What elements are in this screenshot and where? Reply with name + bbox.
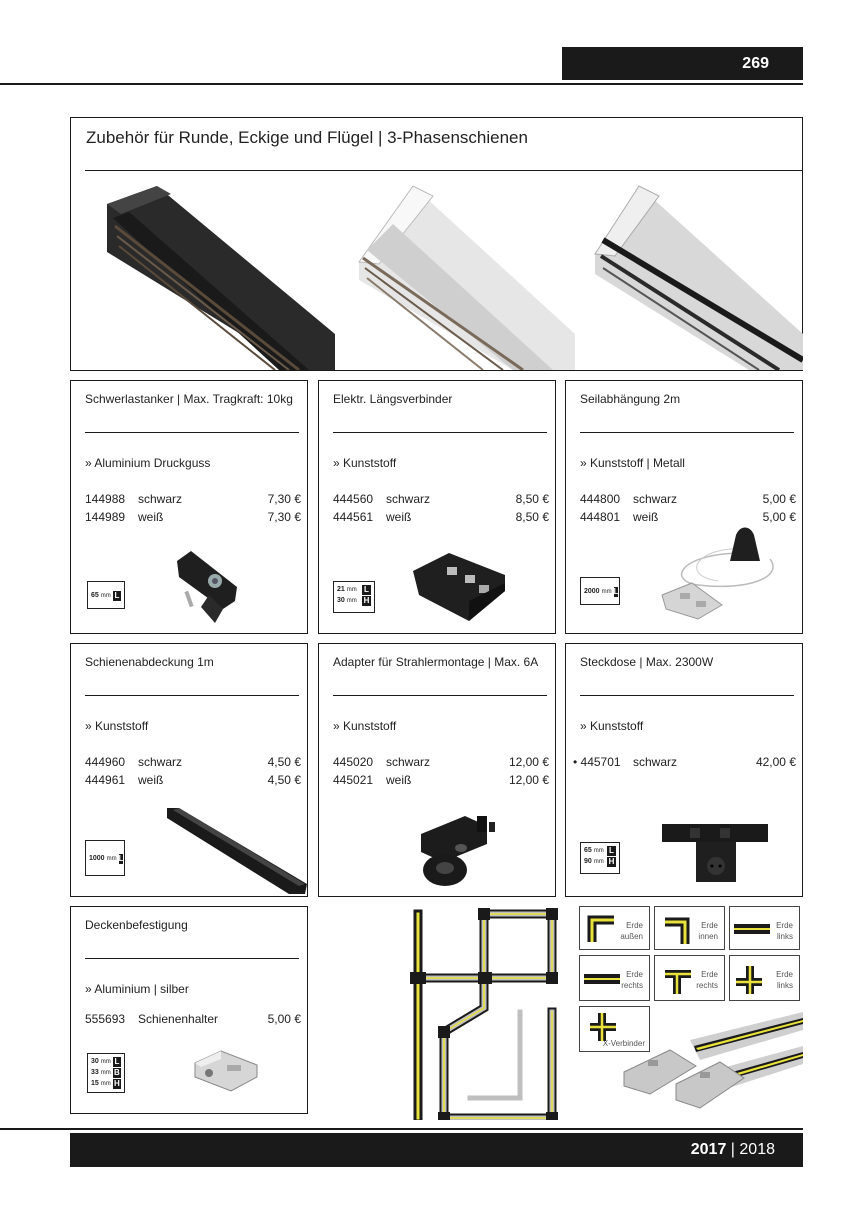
article-price: 4,50 € bbox=[267, 755, 301, 769]
product-material: » Kunststoff bbox=[85, 719, 149, 733]
dim-key: L bbox=[362, 585, 371, 595]
product-title: Adapter für Strahlermontage | Max. 6A bbox=[333, 655, 539, 669]
article-color: Schienenhalter bbox=[138, 1012, 219, 1026]
dim-value: 90 bbox=[584, 858, 592, 865]
connector-label-2: außen bbox=[620, 932, 643, 941]
article-price: 12,00 € bbox=[508, 755, 549, 769]
dim-value: 30 bbox=[91, 1058, 99, 1065]
article-color: weiß bbox=[386, 773, 412, 787]
page-title: Zubehör für Runde, Eckige und Flügel | 3-Phasenschienen bbox=[86, 128, 528, 147]
dim-unit: mm bbox=[593, 858, 604, 865]
article-code: 444800 bbox=[580, 492, 621, 506]
dim-value: 65 bbox=[584, 847, 592, 854]
product-title: Seilabhängung 2m bbox=[580, 392, 681, 406]
dimension-box bbox=[333, 581, 375, 613]
dim-value: 30 bbox=[337, 597, 345, 604]
footer-separator: | bbox=[730, 1141, 735, 1158]
connector-label-1: Erde bbox=[701, 921, 718, 930]
title-rule bbox=[85, 695, 299, 696]
article-color: schwarz bbox=[386, 492, 431, 506]
product-title: Elektr. Längsverbinder bbox=[333, 392, 453, 406]
article-price: 5,00 € bbox=[267, 1012, 301, 1026]
dim-key: L bbox=[114, 590, 120, 600]
footer-year-next: 2018 bbox=[739, 1141, 775, 1158]
title-rule bbox=[333, 432, 547, 433]
connector-label-2: links bbox=[776, 932, 793, 941]
dim-unit: mm bbox=[346, 597, 357, 604]
title-rule bbox=[580, 695, 794, 696]
price-row bbox=[333, 510, 549, 528]
top-rule bbox=[0, 83, 803, 85]
article-code: 444960 bbox=[85, 755, 126, 769]
connector-product-image bbox=[409, 551, 509, 623]
article-price: 12,00 € bbox=[508, 773, 549, 787]
article-price: 8,50 € bbox=[515, 492, 549, 506]
rail-white-image bbox=[353, 184, 575, 370]
dim-unit: mm bbox=[106, 855, 117, 862]
article-price: 7,30 € bbox=[267, 510, 301, 524]
dim-unit: mm bbox=[346, 586, 357, 593]
t-joint-icon bbox=[734, 964, 764, 994]
title-rule bbox=[85, 432, 299, 433]
article-code: 144988 bbox=[85, 492, 126, 506]
connector-label-1: X-Verbinder bbox=[602, 1039, 645, 1048]
straight-icon bbox=[584, 972, 620, 986]
straight-icon bbox=[734, 922, 770, 936]
product-title: Schienenabdeckung 1m bbox=[85, 655, 214, 669]
hero-panel bbox=[70, 117, 803, 371]
dim-unit: mm bbox=[100, 1069, 111, 1076]
dim-value: 15 bbox=[91, 1080, 99, 1087]
price-row bbox=[85, 755, 301, 773]
connector-erde-innen bbox=[654, 906, 725, 950]
rail-silver-image bbox=[589, 184, 803, 370]
article-color: schwarz bbox=[386, 755, 431, 769]
article-code: 445020 bbox=[333, 755, 374, 769]
connector-label-2: rechts bbox=[621, 981, 643, 990]
product-card-schwerlastanker bbox=[70, 380, 308, 634]
cover-profile-image bbox=[165, 806, 307, 896]
price-row bbox=[580, 492, 796, 510]
article-code: 444560 bbox=[333, 492, 374, 506]
dimension-box bbox=[85, 840, 125, 876]
article-code: 444561 bbox=[333, 510, 374, 524]
product-card-steckdose bbox=[565, 643, 803, 897]
product-material: » Kunststoff | Metall bbox=[580, 456, 685, 470]
price-row bbox=[333, 492, 549, 510]
title-rule bbox=[580, 432, 794, 433]
dim-value: 2000 bbox=[584, 588, 600, 595]
article-color: weiß bbox=[138, 773, 164, 787]
price-row bbox=[85, 773, 301, 791]
product-card-deckenbefestigung bbox=[70, 906, 308, 1114]
product-title: Deckenbefestigung bbox=[85, 918, 188, 932]
dim-key: L bbox=[607, 846, 616, 856]
dimension-box bbox=[87, 581, 125, 609]
dim-key: L bbox=[114, 1056, 120, 1066]
connector-label-1: Erde bbox=[776, 921, 793, 930]
dim-key: H bbox=[363, 595, 370, 605]
article-code: 144989 bbox=[85, 510, 126, 524]
product-card-laengsverbinder bbox=[318, 380, 556, 634]
connector-label-2: rechts bbox=[696, 981, 718, 990]
title-rule bbox=[333, 695, 547, 696]
product-title: Steckdose | Max. 2300W bbox=[580, 655, 714, 669]
connector-erde-links bbox=[729, 906, 800, 950]
article-price: 5,00 € bbox=[762, 510, 796, 524]
product-title: Schwerlastanker | Max. Tragkraft: 10kg bbox=[85, 392, 293, 406]
connector-erde-rechts-1 bbox=[579, 955, 650, 1001]
rail-black-image bbox=[99, 184, 335, 370]
dim-key: H bbox=[608, 856, 615, 866]
price-row bbox=[333, 755, 549, 773]
dim-unit: mm bbox=[100, 1080, 111, 1087]
footer-bar bbox=[70, 1133, 803, 1167]
dim-value: 21 bbox=[337, 586, 345, 593]
dim-unit: mm bbox=[100, 1058, 111, 1065]
connector-label-2: innen bbox=[698, 932, 718, 941]
dim-value: 1000 bbox=[89, 855, 105, 862]
dimension-box bbox=[87, 1053, 125, 1093]
article-price: 7,30 € bbox=[267, 492, 301, 506]
connector-label-2: links bbox=[776, 981, 793, 990]
bottom-rule bbox=[0, 1128, 803, 1130]
article-color: weiß bbox=[386, 510, 412, 524]
product-material: » Aluminium | silber bbox=[85, 982, 189, 996]
socket-product-image bbox=[660, 820, 770, 890]
article-price: 4,50 € bbox=[267, 773, 301, 787]
corner-inner-icon bbox=[663, 914, 693, 944]
price-row bbox=[85, 492, 301, 510]
corner-outer-icon bbox=[586, 914, 616, 944]
feed-connector-image bbox=[620, 1010, 803, 1120]
product-card-adapter bbox=[318, 643, 556, 897]
connector-label-1: Erde bbox=[701, 970, 718, 979]
adapter-product-image bbox=[417, 814, 499, 890]
page-number: 269 bbox=[562, 47, 803, 80]
article-code: • 445701 bbox=[573, 755, 621, 769]
article-code: 444961 bbox=[85, 773, 126, 787]
dim-value: 65 bbox=[91, 592, 99, 599]
article-code: 444801 bbox=[580, 510, 621, 524]
x-joint-icon bbox=[588, 1011, 618, 1041]
connector-erde-links-2 bbox=[729, 955, 800, 1001]
dim-value: 33 bbox=[91, 1069, 99, 1076]
article-price: 42,00 € bbox=[755, 755, 796, 769]
dimension-box bbox=[580, 577, 620, 605]
t-joint-icon bbox=[663, 964, 693, 994]
connector-erde-rechts-2 bbox=[654, 955, 725, 1001]
article-code: 555693 bbox=[85, 1012, 126, 1026]
article-price: 5,00 € bbox=[762, 492, 796, 506]
article-color: schwarz bbox=[138, 492, 183, 506]
price-row bbox=[333, 773, 549, 791]
article-color: schwarz bbox=[138, 755, 183, 769]
connector-label-1: Erde bbox=[626, 921, 643, 930]
article-code: 445021 bbox=[333, 773, 374, 787]
price-row bbox=[573, 755, 796, 773]
product-material: » Kunststoff bbox=[333, 719, 397, 733]
dim-unit: mm bbox=[100, 592, 111, 599]
product-material: » Aluminium Druckguss bbox=[85, 456, 211, 470]
title-rule bbox=[85, 170, 802, 171]
price-row bbox=[85, 510, 301, 528]
title-rule bbox=[85, 958, 299, 959]
article-color: schwarz bbox=[633, 492, 678, 506]
product-material: » Kunststoff bbox=[333, 456, 397, 470]
article-color: weiß bbox=[138, 510, 164, 524]
product-card-schienenabdeckung bbox=[70, 643, 308, 897]
article-color: schwarz bbox=[633, 755, 678, 769]
dim-key: L bbox=[613, 586, 619, 596]
anchor-product-image bbox=[175, 547, 245, 627]
dim-unit: mm bbox=[593, 847, 604, 854]
connector-label-1: Erde bbox=[776, 970, 793, 979]
cable-suspension-image bbox=[658, 525, 788, 627]
price-row bbox=[85, 1012, 301, 1030]
dim-key: H bbox=[114, 1078, 120, 1088]
dim-key: L bbox=[118, 853, 124, 863]
article-color: weiß bbox=[633, 510, 659, 524]
dim-key: B bbox=[114, 1067, 120, 1077]
product-card-seilabhaengung bbox=[565, 380, 803, 634]
connector-erde-aussen bbox=[579, 906, 650, 950]
footer-year-current: 2017 bbox=[690, 1141, 727, 1158]
rail-layout-diagram bbox=[410, 908, 560, 1120]
article-price: 8,50 € bbox=[515, 510, 549, 524]
connector-label-1: Erde bbox=[626, 970, 643, 979]
dimension-box bbox=[580, 842, 620, 874]
dim-unit: mm bbox=[601, 588, 612, 595]
product-material: » Kunststoff bbox=[580, 719, 644, 733]
ceiling-clip-image bbox=[191, 1047, 261, 1097]
